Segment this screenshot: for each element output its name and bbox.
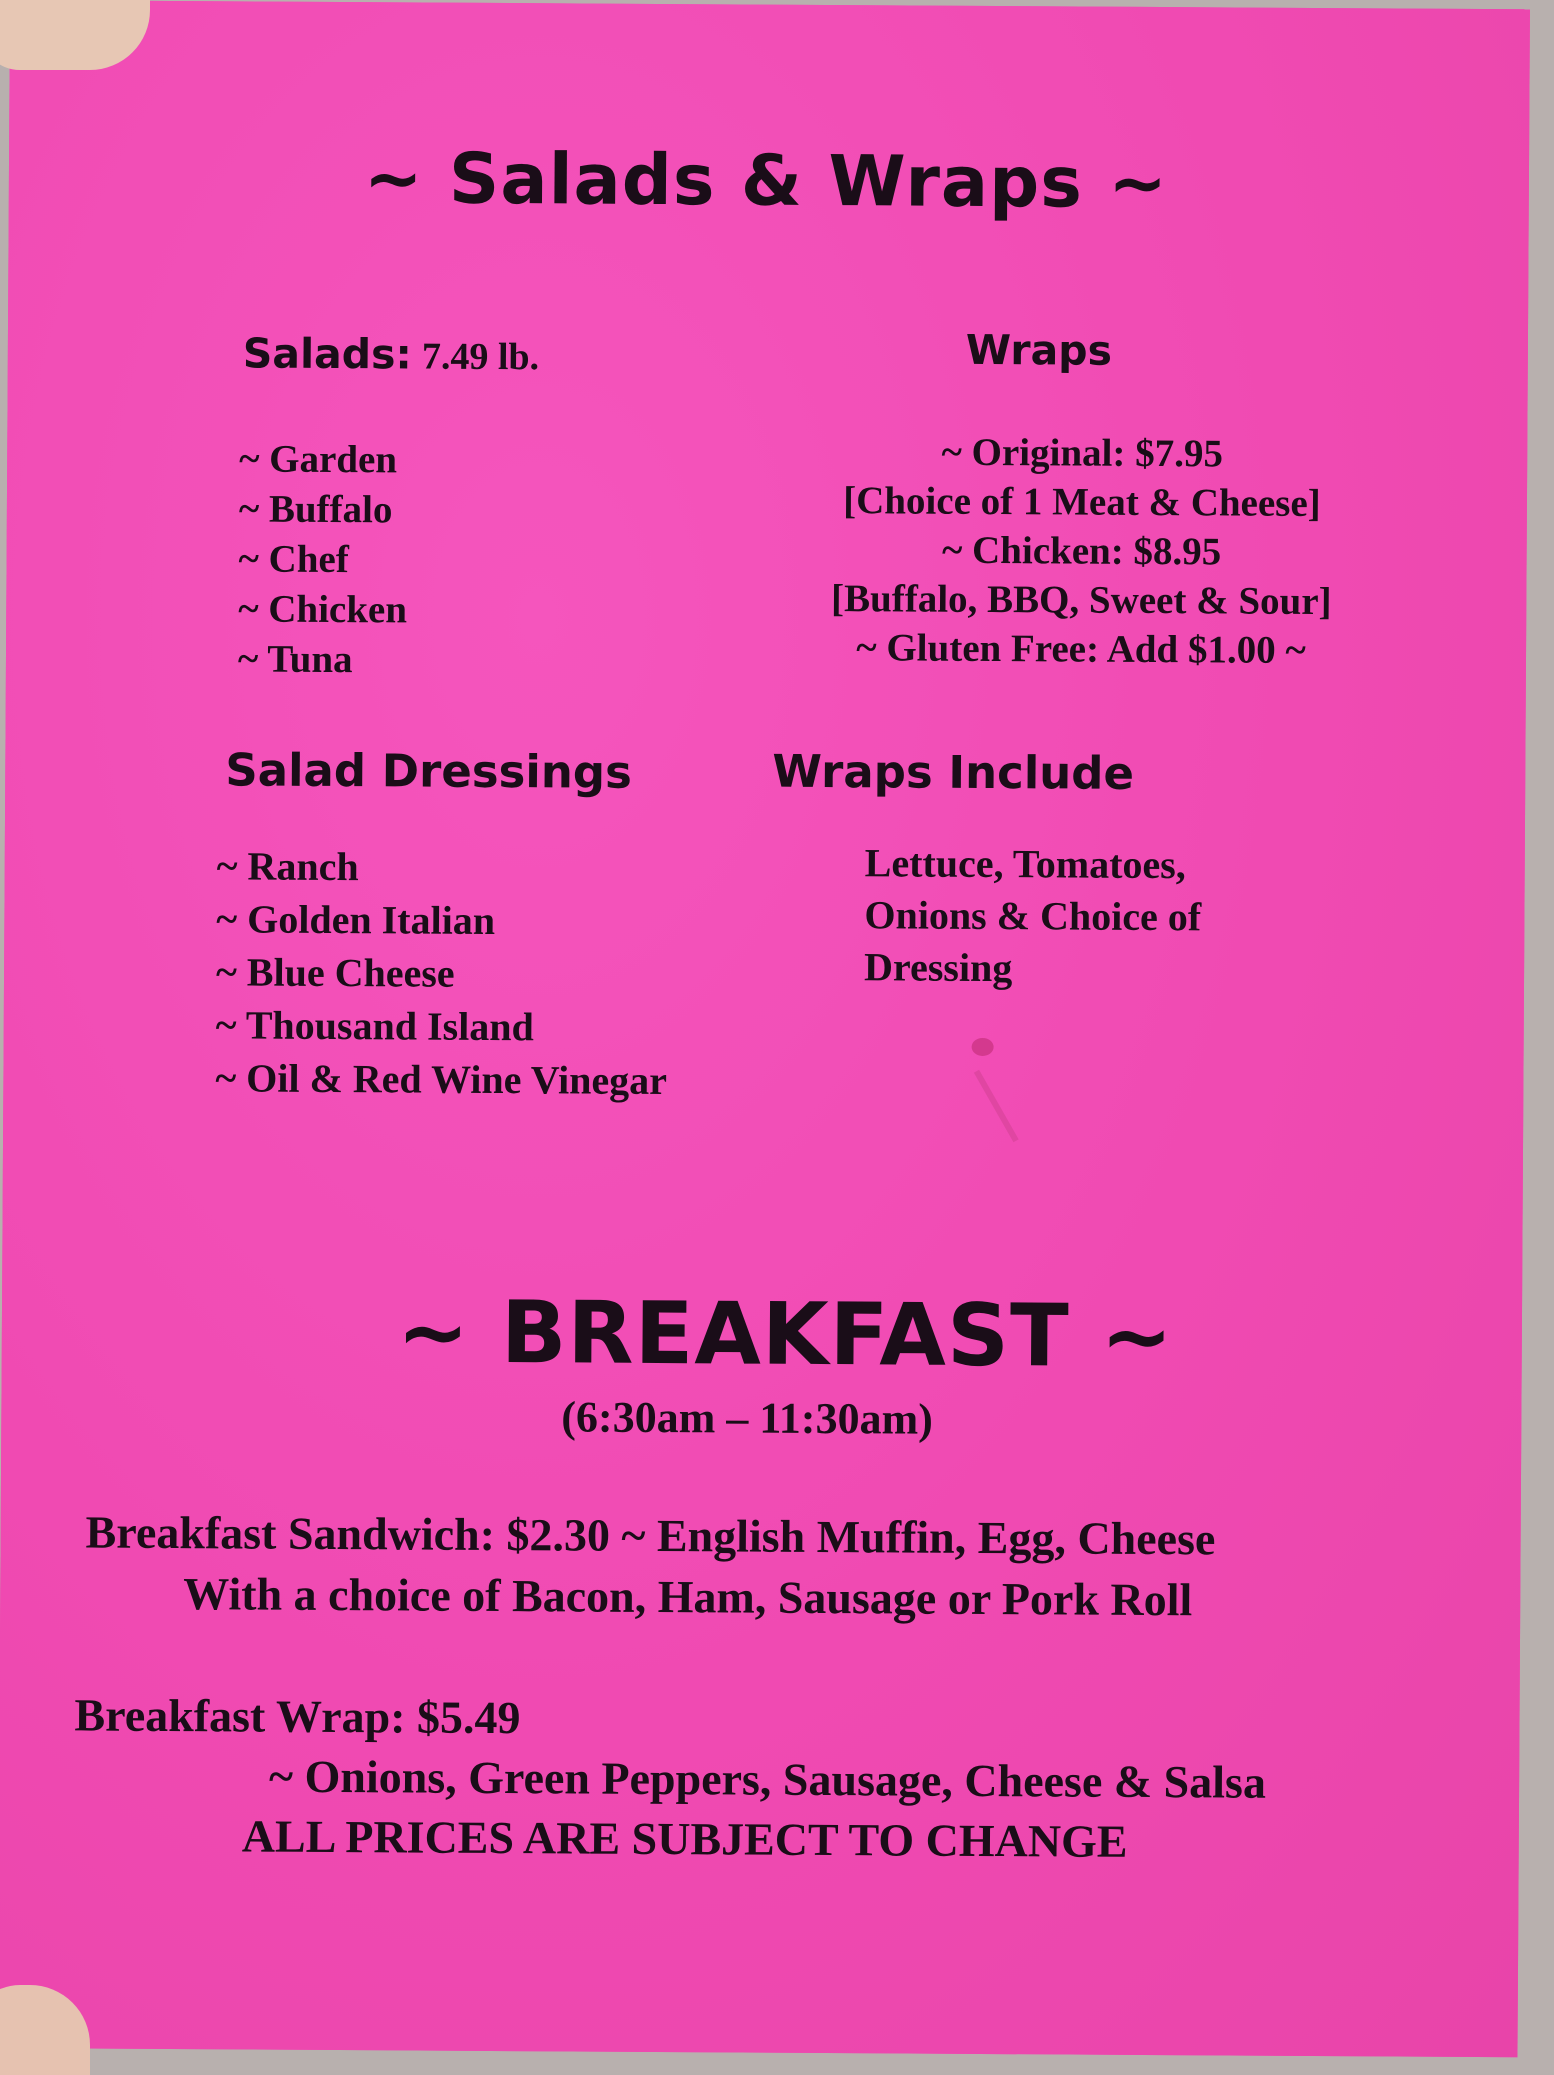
salads-price: 7.49 lb.	[421, 335, 540, 379]
wrap-line: ~ Chicken: $8.95	[941, 528, 1222, 574]
wraps-heading: Wraps	[965, 325, 1113, 375]
list-item: ~ Garden	[239, 437, 398, 482]
salads-heading-label: Salads:	[242, 329, 413, 379]
include-line: Onions & Choice of	[864, 892, 1202, 940]
wrap-line: ~ Gluten Free: Add $1.00 ~	[856, 626, 1306, 672]
list-item: ~ Tuna	[237, 637, 353, 682]
list-item: ~ Oil & Red Wine Vinegar	[215, 1055, 668, 1104]
wraps-include-text	[864, 837, 1295, 996]
list-item: ~ Thousand Island	[215, 1002, 534, 1050]
wraps-include-heading: Wraps Include	[772, 744, 1135, 800]
list-item: ~ Golden Italian	[216, 896, 496, 943]
breakfast-title: ~ BREAKFAST ~	[396, 1282, 1174, 1388]
list-item: ~ Chicken	[238, 587, 408, 632]
salads-list	[238, 434, 408, 685]
wraps-list	[781, 427, 1382, 676]
wrap-line: [Buffalo, BBQ, Sweet & Sour]	[830, 577, 1332, 624]
list-item: ~ Ranch	[216, 843, 359, 890]
salads-wraps-title: ~ Salads & Wraps ~	[363, 137, 1169, 225]
list-item: ~ Blue Cheese	[215, 949, 455, 996]
breakfast-hours: (6:30am – 11:30am)	[561, 1392, 933, 1444]
salads-heading	[243, 329, 540, 379]
breakfast-wrap-contents: ~ Onions, Green Peppers, Sausage, Cheese & Salsa	[268, 1750, 1267, 1808]
wrap-line: [Choice of 1 Meat & Cheese]	[843, 479, 1321, 526]
include-line: Dressing	[863, 944, 1013, 991]
breakfast-sandwich-line: Breakfast Sandwich: $2.30 ~ English Muffin, Egg, Cheese	[85, 1506, 1216, 1565]
breakfast-sandwich-choice: With a choice of Bacon, Ham, Sausage or Pork Roll	[183, 1568, 1193, 1626]
paper-stain	[974, 1070, 1019, 1142]
price-notice: ALL PRICES ARE SUBJECT TO CHANGE	[241, 1810, 1128, 1867]
list-item: ~ Chef	[238, 537, 349, 582]
include-line: Lettuce, Tomatoes,	[864, 840, 1186, 888]
breakfast-wrap-line: Breakfast Wrap: $5.49	[74, 1689, 521, 1744]
paper-stain	[972, 1038, 994, 1056]
list-item: ~ Buffalo	[238, 487, 393, 532]
dressings-list	[215, 839, 668, 1107]
wrap-line: ~ Original: $7.95	[941, 430, 1224, 476]
dressings-heading: Salad Dressings	[225, 743, 633, 799]
